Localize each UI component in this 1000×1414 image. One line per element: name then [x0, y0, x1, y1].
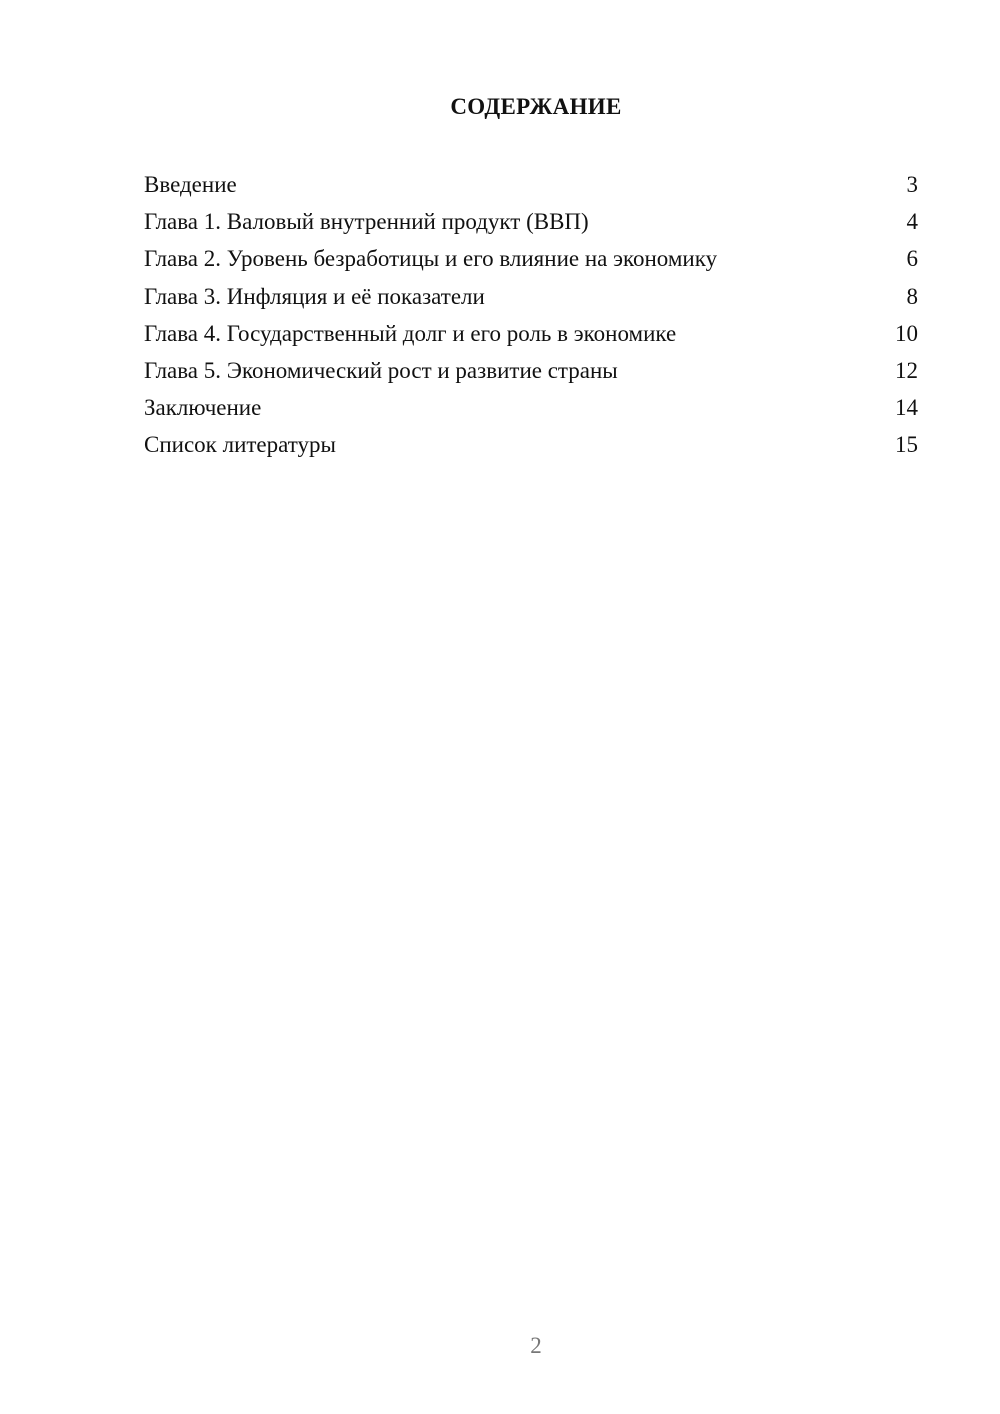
toc-entry-chapter-4: [144, 315, 918, 352]
toc-entry-references: [144, 426, 918, 463]
toc-entry-label: Список литературы: [144, 432, 336, 458]
page-number: 2: [530, 1333, 542, 1358]
toc-entry-chapter-5: [144, 352, 918, 389]
toc-entry-page: 10: [895, 320, 918, 346]
table-of-contents: [144, 166, 918, 464]
toc-entry-chapter-2: [144, 240, 918, 277]
toc-entry-page: 4: [906, 209, 918, 235]
toc-entry-chapter-1: [144, 203, 918, 240]
toc-entry-label: Глава 4. Государственный долг и его роль в экономике: [144, 320, 677, 346]
toc-entry-page: 8: [906, 283, 918, 309]
toc-entry-page: 14: [895, 395, 918, 421]
toc-entry-label: Глава 1. Валовый внутренний продукт (ВВП): [144, 209, 589, 235]
toc-entry-introduction: [144, 166, 918, 203]
toc-entry-page: 15: [895, 432, 918, 458]
toc-entry-label: Введение: [144, 172, 237, 197]
toc-entry-chapter-3: [144, 278, 918, 315]
page-title: СОДЕРЖАНИЕ: [450, 94, 622, 119]
toc-entry-page: 3: [906, 172, 918, 197]
toc-entry-label: Глава 5. Экономический рост и развитие страны: [144, 357, 618, 383]
toc-entry-page: 6: [906, 246, 918, 272]
toc-entry-label: Глава 2. Уровень безработицы и его влияние на экономику: [144, 246, 718, 272]
toc-entry-page: 12: [895, 357, 918, 383]
toc-entry-label: Заключение: [144, 395, 262, 421]
toc-entry-conclusion: [144, 389, 918, 426]
toc-entry-label: Глава 3. Инфляция и её показатели: [144, 283, 485, 309]
